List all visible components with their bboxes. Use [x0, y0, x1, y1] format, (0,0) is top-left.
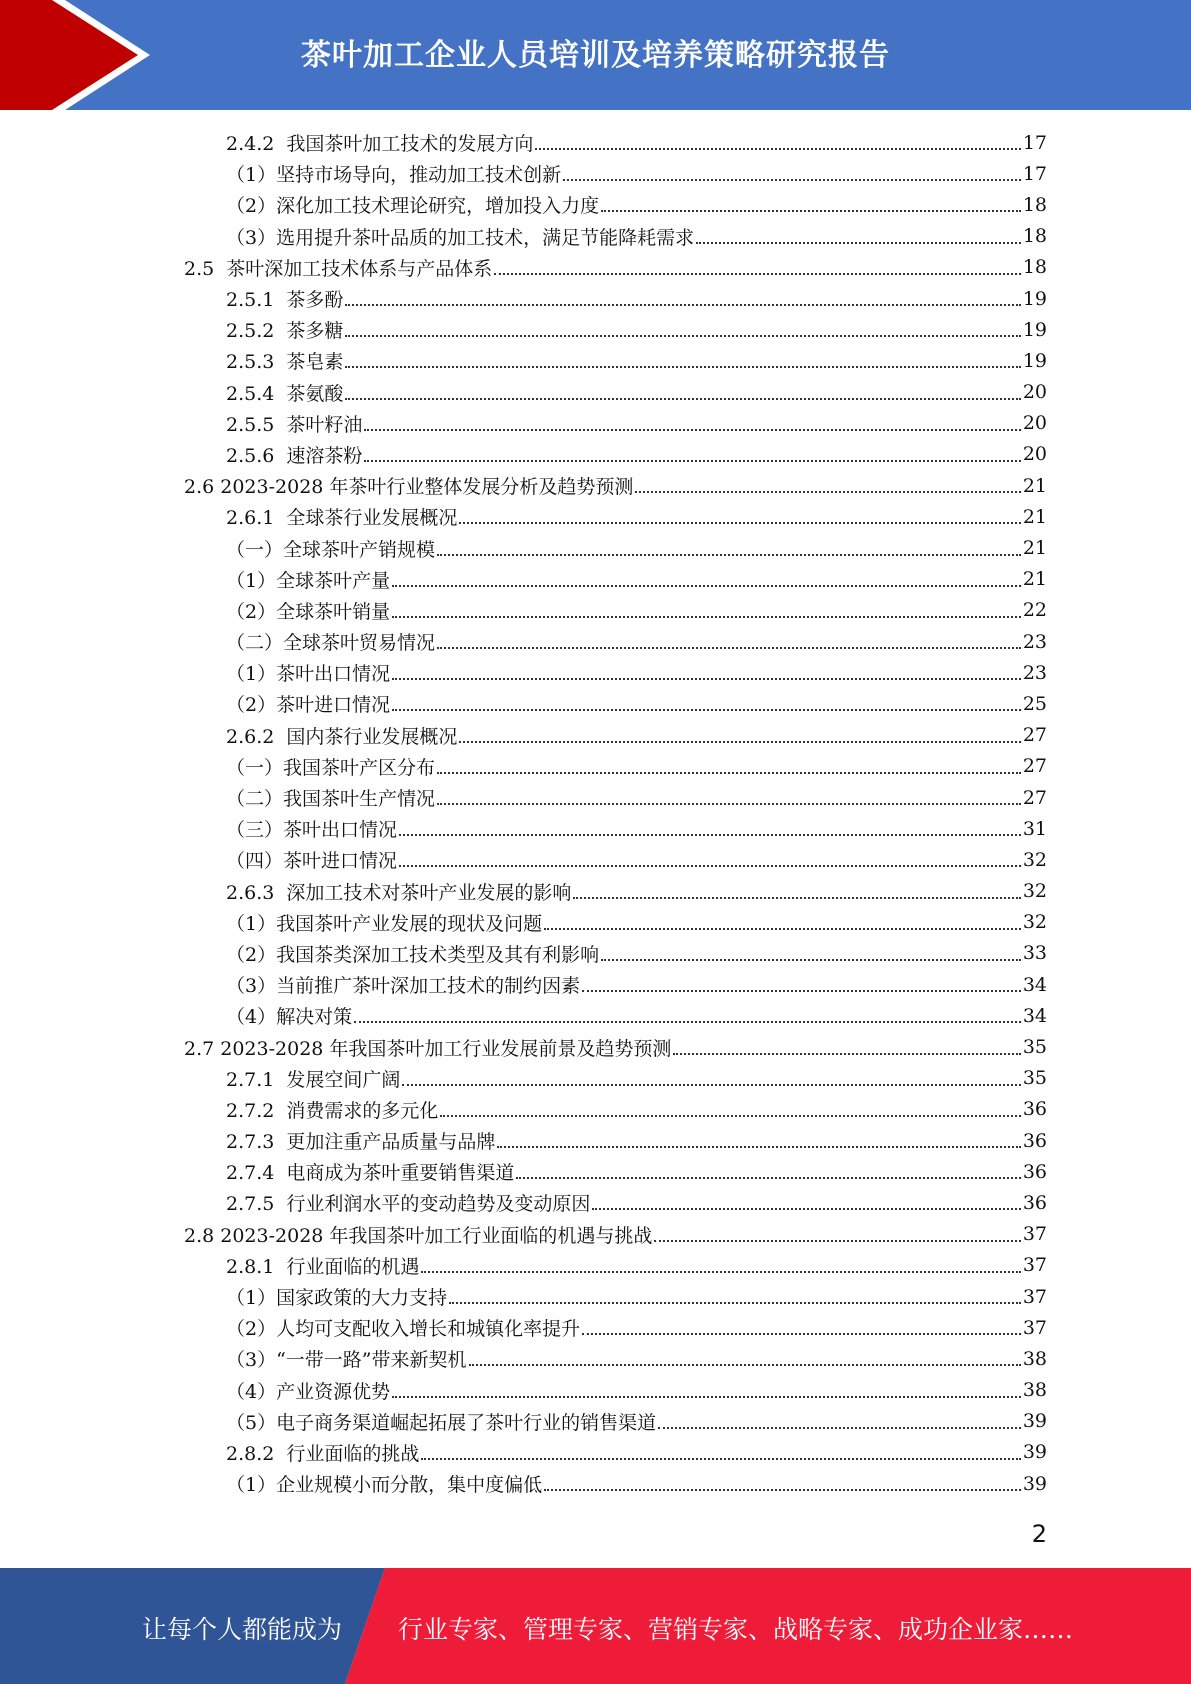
toc-entry-page: 27 — [1022, 755, 1047, 778]
toc-entry[interactable] — [0, 1063, 1191, 1094]
toc-entry[interactable] — [0, 1437, 1191, 1468]
toc-entry-label: 2.5 茶叶深加工技术体系与产品体系 — [184, 257, 493, 280]
toc-entry-label: （3）当前推广茶叶深加工技术的制约因素 — [226, 975, 581, 998]
toc-entry[interactable] — [0, 501, 1191, 532]
toc-entry-label: 2.6.1 全球茶行业发展概况 — [226, 507, 458, 530]
toc-entry[interactable] — [0, 907, 1191, 938]
toc-entry-page: 35 — [1022, 1036, 1047, 1059]
toc-entry[interactable] — [0, 470, 1191, 501]
toc-dot-leader — [654, 1239, 1020, 1242]
toc-entry[interactable] — [0, 221, 1191, 252]
toc-dot-leader — [399, 864, 1021, 867]
toc-entry-label: （3）“一带一路”带来新契机 — [226, 1349, 467, 1372]
toc-dot-leader — [437, 553, 1021, 556]
toc-dot-leader — [402, 1083, 1020, 1086]
toc-dot-leader — [437, 771, 1021, 774]
toc-entry-page: 18 — [1022, 193, 1047, 216]
toc-entry[interactable] — [0, 595, 1191, 626]
toc-entry-label: （1）全球茶叶产量 — [226, 569, 391, 592]
toc-entry-page: 36 — [1022, 1129, 1047, 1152]
toc-entry-label: 2.7.2 消费需求的多元化 — [226, 1099, 439, 1122]
toc-entry-page: 33 — [1022, 942, 1047, 965]
toc-entry-page: 37 — [1022, 1285, 1047, 1308]
toc-dot-leader — [601, 958, 1021, 961]
toc-entry[interactable] — [0, 1343, 1191, 1374]
toc-dot-leader — [459, 521, 1020, 524]
toc-dot-leader — [469, 1363, 1021, 1366]
report-title: 茶叶加工企业人员培训及培养策略研究报告 — [301, 38, 890, 73]
footer-slogan-right: 行业专家、管理专家、营销专家、战略专家、成功企业家…… — [398, 1615, 1074, 1644]
page-number: 2 — [1031, 1520, 1047, 1548]
toc-entry[interactable] — [0, 688, 1191, 719]
toc-entry-label: （4）解决对策 — [226, 1006, 353, 1029]
page-header — [0, 0, 1191, 110]
toc-entry-page: 20 — [1022, 443, 1047, 466]
toc-entry-page: 18 — [1022, 256, 1047, 279]
toc-entry[interactable] — [0, 813, 1191, 844]
toc-dot-leader — [364, 459, 1020, 462]
toc-dot-leader — [459, 740, 1020, 743]
toc-entry-label: 2.6 2023-2028 年茶叶行业整体发展分析及趋势预测 — [184, 476, 634, 499]
toc-entry-label: （2）茶叶进口情况 — [226, 694, 391, 717]
toc-dot-leader — [392, 1395, 1021, 1398]
toc-entry-label: （1）我国茶叶产业发展的现状及问题 — [226, 912, 543, 935]
toc-dot-leader — [449, 1301, 1021, 1304]
toc-entry-label: 2.7.3 更加注重产品质量与品牌 — [226, 1131, 496, 1154]
toc-entry-label: （一）全球茶叶产销规模 — [226, 538, 436, 561]
toc-dot-leader — [563, 178, 1021, 181]
toc-dot-leader — [345, 303, 1020, 306]
toc-entry[interactable] — [0, 1375, 1191, 1406]
toc-entry[interactable] — [0, 408, 1191, 439]
toc-dot-leader — [392, 708, 1021, 711]
toc-entry-page: 18 — [1022, 225, 1047, 248]
toc-entry-label: 2.4.2 我国茶叶加工技术的发展方向 — [226, 133, 534, 156]
toc-entry-page: 36 — [1022, 1160, 1047, 1183]
toc-dot-leader — [399, 833, 1021, 836]
toc-entry[interactable] — [0, 1156, 1191, 1187]
toc-entry-page: 38 — [1022, 1347, 1047, 1370]
toc-entry[interactable] — [0, 532, 1191, 563]
toc-dot-leader — [544, 1488, 1021, 1491]
toc-entry[interactable] — [0, 1219, 1191, 1250]
toc-entry-label: （二）我国茶叶生产情况 — [226, 788, 436, 811]
toc-entry-page: 38 — [1022, 1379, 1047, 1402]
toc-entry-label: （1）坚持市场导向，推动加工技术创新 — [226, 164, 562, 187]
toc-entry[interactable] — [0, 1094, 1191, 1125]
toc-entry[interactable] — [0, 314, 1191, 345]
toc-entry-page: 17 — [1022, 162, 1047, 185]
toc-entry[interactable] — [0, 969, 1191, 1000]
toc-entry-label: 2.8.2 行业面临的挑战 — [226, 1442, 420, 1465]
toc-entry[interactable] — [0, 626, 1191, 657]
toc-entry-page: 27 — [1022, 786, 1047, 809]
toc-entry-page: 21 — [1022, 568, 1047, 591]
toc-dot-leader — [392, 584, 1021, 587]
toc-entry-label: （1）国家政策的大力支持 — [226, 1287, 448, 1310]
toc-dot-leader — [582, 1332, 1021, 1335]
toc-entry-label: （5）电子商务渠道崛起拓展了茶叶行业的销售渠道 — [226, 1411, 657, 1434]
toc-entry[interactable] — [0, 1312, 1191, 1343]
toc-dot-leader — [345, 334, 1020, 337]
toc-entry-page: 21 — [1022, 474, 1047, 497]
toc-entry-page: 39 — [1022, 1410, 1047, 1433]
toc-dot-leader — [437, 802, 1021, 805]
toc-dot-leader — [354, 1020, 1021, 1023]
toc-entry[interactable] — [0, 1031, 1191, 1062]
toc-entry[interactable] — [0, 938, 1191, 969]
toc-entry-label: （2）人均可支配收入增长和城镇化率提升 — [226, 1318, 581, 1341]
toc-entry-label: （1）企业规模小而分散，集中度偏低 — [226, 1474, 543, 1497]
toc-entry-page: 37 — [1022, 1254, 1047, 1277]
toc-entry[interactable] — [0, 564, 1191, 595]
toc-entry-page: 34 — [1022, 1004, 1047, 1027]
toc-entry[interactable] — [0, 720, 1191, 751]
toc-entry-page: 20 — [1022, 412, 1047, 435]
toc-entry-page: 23 — [1022, 661, 1047, 684]
toc-dot-leader — [535, 147, 1020, 150]
toc-entry[interactable] — [0, 345, 1191, 376]
toc-entry-page: 32 — [1022, 880, 1047, 903]
toc-entry[interactable] — [0, 439, 1191, 470]
toc-dot-leader — [516, 1176, 1020, 1179]
toc-entry-page: 36 — [1022, 1098, 1047, 1121]
toc-entry-page: 20 — [1022, 381, 1047, 404]
toc-dot-leader — [635, 490, 1020, 493]
toc-entry-page: 21 — [1022, 505, 1047, 528]
toc-entry-label: 2.5.2 茶多糖 — [226, 320, 344, 343]
toc-entry-label: 2.5.3 茶皂素 — [226, 351, 344, 374]
toc-dot-leader — [601, 209, 1021, 212]
toc-entry-page: 34 — [1022, 973, 1047, 996]
toc-entry-label: 2.5.6 速溶茶粉 — [226, 444, 363, 467]
toc-entry[interactable] — [0, 1000, 1191, 1031]
toc-entry-page: 23 — [1022, 630, 1047, 653]
toc-entry[interactable] — [0, 158, 1191, 189]
toc-entry[interactable] — [0, 189, 1191, 220]
toc-dot-leader — [497, 1145, 1020, 1148]
toc-entry-page: 39 — [1022, 1441, 1047, 1464]
page-footer — [0, 1568, 1191, 1684]
toc-entry-label: 2.7.5 行业利润水平的变动趋势及变动原因 — [226, 1193, 591, 1216]
toc-entry-page: 19 — [1022, 349, 1047, 372]
toc-entry-page: 32 — [1022, 911, 1047, 934]
toc-entry[interactable] — [0, 782, 1191, 813]
toc-entry-label: （二）全球茶叶贸易情况 — [226, 632, 436, 655]
toc-dot-leader — [364, 428, 1020, 431]
toc-entry-label: （2）全球茶叶销量 — [226, 600, 391, 623]
toc-dot-leader — [421, 1270, 1020, 1273]
toc-dot-leader — [392, 677, 1021, 680]
toc-entry[interactable] — [0, 657, 1191, 688]
toc-entry-label: 2.7.4 电商成为茶叶重要销售渠道 — [226, 1162, 515, 1185]
toc-dot-leader — [673, 1052, 1020, 1055]
toc-entry[interactable] — [0, 751, 1191, 782]
toc-entry-page: 21 — [1022, 537, 1047, 560]
toc-dot-leader — [392, 615, 1021, 618]
toc-entry[interactable] — [0, 283, 1191, 314]
toc-entry-label: 2.8.1 行业面临的机遇 — [226, 1255, 420, 1278]
toc-entry-page: 37 — [1022, 1223, 1047, 1246]
toc-entry-label: 2.7.1 发展空间广阔 — [226, 1068, 401, 1091]
toc-entry[interactable] — [0, 377, 1191, 408]
toc-dot-leader — [421, 1457, 1020, 1460]
toc-entry-label: （三）茶叶出口情况 — [226, 819, 398, 842]
toc-entry-label: （一）我国茶叶产区分布 — [226, 756, 436, 779]
toc-entry-label: 2.5.4 茶氨酸 — [226, 382, 344, 405]
toc-entry-page: 27 — [1022, 724, 1047, 747]
toc-dot-leader — [544, 927, 1021, 930]
toc-entry[interactable] — [0, 1187, 1191, 1218]
toc-entry-label: 2.6.3 深加工技术对茶叶产业发展的影响 — [226, 881, 572, 904]
toc-dot-leader — [345, 397, 1020, 400]
toc-entry-page: 22 — [1022, 599, 1047, 622]
toc-entry-label: 2.5.1 茶多酚 — [226, 289, 344, 312]
toc-entry-label: （1）茶叶出口情况 — [226, 663, 391, 686]
toc-entry-label: （2）我国茶类深加工技术类型及其有利影响 — [226, 943, 600, 966]
toc-entry[interactable] — [0, 844, 1191, 875]
toc-dot-leader — [582, 989, 1021, 992]
toc-dot-leader — [573, 896, 1020, 899]
toc-entry-page: 19 — [1022, 287, 1047, 310]
toc-entry[interactable] — [0, 876, 1191, 907]
table-of-contents — [0, 127, 1191, 1499]
toc-entry[interactable] — [0, 252, 1191, 283]
toc-entry-page: 37 — [1022, 1316, 1047, 1339]
toc-dot-leader — [440, 1114, 1020, 1117]
toc-entry[interactable] — [0, 1250, 1191, 1281]
toc-entry-page: 35 — [1022, 1067, 1047, 1090]
toc-dot-leader — [658, 1426, 1021, 1429]
toc-entry-page: 32 — [1022, 848, 1047, 871]
toc-dot-leader — [592, 1207, 1020, 1210]
toc-entry-label: （3）选用提升茶叶品质的加工技术，满足节能降耗需求 — [226, 226, 695, 249]
toc-dot-leader — [696, 241, 1021, 244]
toc-entry-page: 39 — [1022, 1472, 1047, 1495]
toc-entry[interactable] — [0, 1406, 1191, 1437]
toc-entry-label: （四）茶叶进口情况 — [226, 850, 398, 873]
toc-entry-page: 36 — [1022, 1191, 1047, 1214]
toc-entry-label: 2.5.5 茶叶籽油 — [226, 413, 363, 436]
toc-entry-label: （4）产业资源优势 — [226, 1380, 391, 1403]
toc-entry-page: 19 — [1022, 318, 1047, 341]
toc-entry-label: 2.6.2 国内茶行业发展概况 — [226, 725, 458, 748]
toc-entry-label: （2）深化加工技术理论研究，增加投入力度 — [226, 195, 600, 218]
toc-dot-leader — [437, 646, 1021, 649]
toc-entry[interactable] — [0, 127, 1191, 158]
toc-entry-page: 25 — [1022, 692, 1047, 715]
toc-entry[interactable] — [0, 1281, 1191, 1312]
toc-entry-label: 2.7 2023-2028 年我国茶叶加工行业发展前景及趋势预测 — [184, 1037, 672, 1060]
toc-dot-leader — [345, 365, 1020, 368]
toc-entry-label: 2.8 2023-2028 年我国茶叶加工行业面临的机遇与挑战 — [184, 1224, 653, 1247]
toc-entry-page: 17 — [1022, 131, 1047, 154]
footer-slogan-left: 让每个人都能成为 — [142, 1615, 343, 1644]
toc-dot-leader — [494, 272, 1021, 275]
toc-entry[interactable] — [0, 1468, 1191, 1499]
toc-entry-page: 31 — [1022, 817, 1047, 840]
toc-entry[interactable] — [0, 1125, 1191, 1156]
